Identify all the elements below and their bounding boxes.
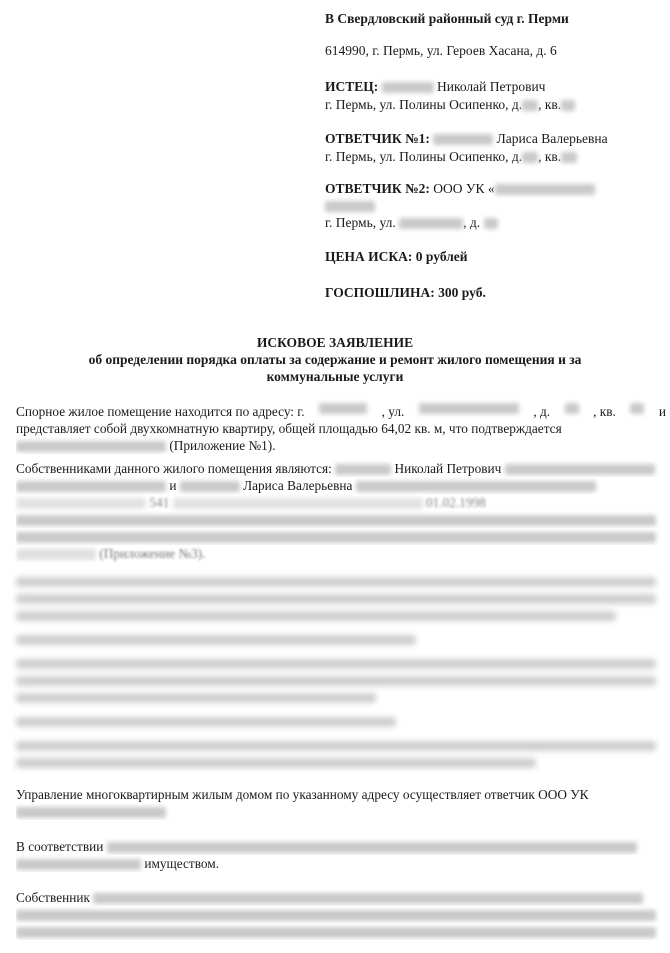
text-span: Спорное жилое помещение находится по адресу: г.	[16, 404, 305, 419]
text-span: Лариса Валерьевна	[243, 478, 353, 493]
paragraph-line	[16, 511, 666, 528]
plaintiff-line	[325, 78, 660, 95]
text-span: (Приложение №3).	[99, 546, 206, 561]
redacted-text	[16, 927, 656, 938]
text-span: В соответствии	[16, 839, 104, 854]
redacted-text	[16, 441, 166, 452]
redacted-text	[16, 498, 146, 509]
text-span: , кв.	[593, 404, 616, 419]
defendant2-name: ООО УК «	[433, 181, 495, 196]
defendant1-address	[325, 148, 660, 165]
defendant2-name-cont	[325, 197, 660, 214]
paragraph-line	[16, 477, 666, 494]
text-span: , ул.	[381, 404, 405, 419]
redacted-surname	[433, 134, 493, 145]
redacted-number	[565, 403, 579, 414]
plaintiff-address-text: г. Пермь, ул. Полины Осипенко, д.	[325, 97, 523, 112]
text-span: (Приложение №1).	[169, 438, 276, 453]
redacted-street	[419, 403, 519, 414]
paragraph-address	[16, 403, 666, 454]
redacted-text	[16, 532, 656, 543]
redacted-company	[495, 184, 595, 195]
paragraph-line	[16, 403, 666, 420]
redacted-company	[325, 201, 375, 212]
defendant2-line	[325, 180, 660, 197]
text-span: Собственниками данного жилого помещения являются:	[16, 461, 332, 476]
state-fee: ГОСПОШЛИНА: 300 руб.	[325, 285, 486, 300]
paragraph-line	[16, 923, 666, 940]
paragraph-management	[16, 786, 666, 820]
text-span: 541	[149, 495, 170, 510]
redacted-text	[93, 893, 643, 904]
redacted-text	[107, 842, 637, 853]
text-span: 01.02.1998	[425, 495, 486, 510]
defendant2-address	[325, 214, 660, 231]
redacted-surname	[382, 82, 434, 93]
text-span: имуществом.	[144, 856, 220, 871]
defendant1-line	[325, 130, 660, 147]
paragraph-owners	[16, 460, 666, 562]
redacted-number	[561, 152, 577, 163]
document-title: ИСКОВОЕ ЗАЯВЛЕНИЕ	[256, 335, 414, 350]
redacted-number	[561, 100, 575, 111]
plaintiff-name: Николай Петрович	[437, 79, 546, 94]
paragraph-line	[16, 437, 666, 454]
paragraph-line	[16, 906, 666, 923]
paragraph-line	[16, 528, 666, 545]
redacted-number	[630, 403, 644, 414]
claim-price: ЦЕНА ИСКА: 0 рублей	[325, 249, 468, 264]
defendant1-label: ОТВЕТЧИК №1:	[325, 131, 430, 146]
paragraph-line	[16, 545, 666, 562]
paragraph-line	[16, 889, 666, 906]
redacted-paragraphs	[16, 577, 661, 775]
paragraph-line	[16, 855, 666, 872]
defendant2-address-text: г. Пермь, ул.	[325, 215, 396, 230]
redacted-street	[399, 218, 463, 229]
redacted-city	[319, 403, 367, 414]
paragraph-line	[16, 460, 666, 477]
redacted-text	[16, 481, 166, 492]
redacted-company	[16, 807, 166, 818]
text-span: Николай Петрович	[394, 461, 502, 476]
paragraph-line	[16, 494, 666, 511]
defendant2-label: ОТВЕТЧИК №2:	[325, 181, 430, 196]
paragraph-line: представляет собой двухкомнатную квартиру, общей площадью 64,02 кв. м, что подтверждается	[16, 421, 562, 436]
redacted-text	[16, 859, 141, 870]
plaintiff-label: ИСТЕЦ:	[325, 79, 379, 94]
paragraph-line	[16, 803, 666, 820]
text-span: , д.	[533, 404, 551, 419]
redacted-text	[356, 481, 596, 492]
redacted-text	[16, 515, 656, 526]
redacted-text	[16, 910, 656, 921]
document-subtitle-2: коммунальные услуги	[266, 369, 404, 384]
defendant1-name: Лариса Валерьевна	[496, 131, 608, 146]
redacted-surname	[180, 481, 240, 492]
redacted-surname	[335, 464, 391, 475]
redacted-number	[522, 100, 538, 111]
defendant2-address-apt: , д.	[463, 215, 481, 230]
court-address: 614990, г. Пермь, ул. Героев Хасана, д. 6	[325, 43, 557, 58]
redacted-text	[173, 498, 423, 509]
redacted-text	[505, 464, 655, 475]
paragraph-line: Управление многоквартирным жилым домом по указанному адресу осуществляет ответчик ООО УК	[16, 787, 589, 802]
paragraph-owner	[16, 889, 666, 940]
redacted-number	[522, 152, 538, 163]
court-name: В Свердловский районный суд г. Перми	[325, 11, 569, 26]
paragraph-law	[16, 838, 666, 872]
document-subtitle-1: об определении порядка оплаты за содержание и ремонт жилого помещения и за	[88, 352, 582, 367]
text-span: и	[658, 404, 666, 419]
redacted-number	[484, 218, 498, 229]
defendant1-address-apt: , кв.	[538, 149, 562, 164]
defendant1-address-text: г. Пермь, ул. Полины Осипенко, д.	[325, 149, 523, 164]
text-span: Собственник	[16, 890, 90, 905]
text-span: и	[169, 478, 177, 493]
redacted-text	[16, 549, 96, 560]
plaintiff-address-apt: , кв.	[538, 97, 562, 112]
paragraph-line	[16, 838, 666, 855]
plaintiff-address	[325, 96, 660, 113]
